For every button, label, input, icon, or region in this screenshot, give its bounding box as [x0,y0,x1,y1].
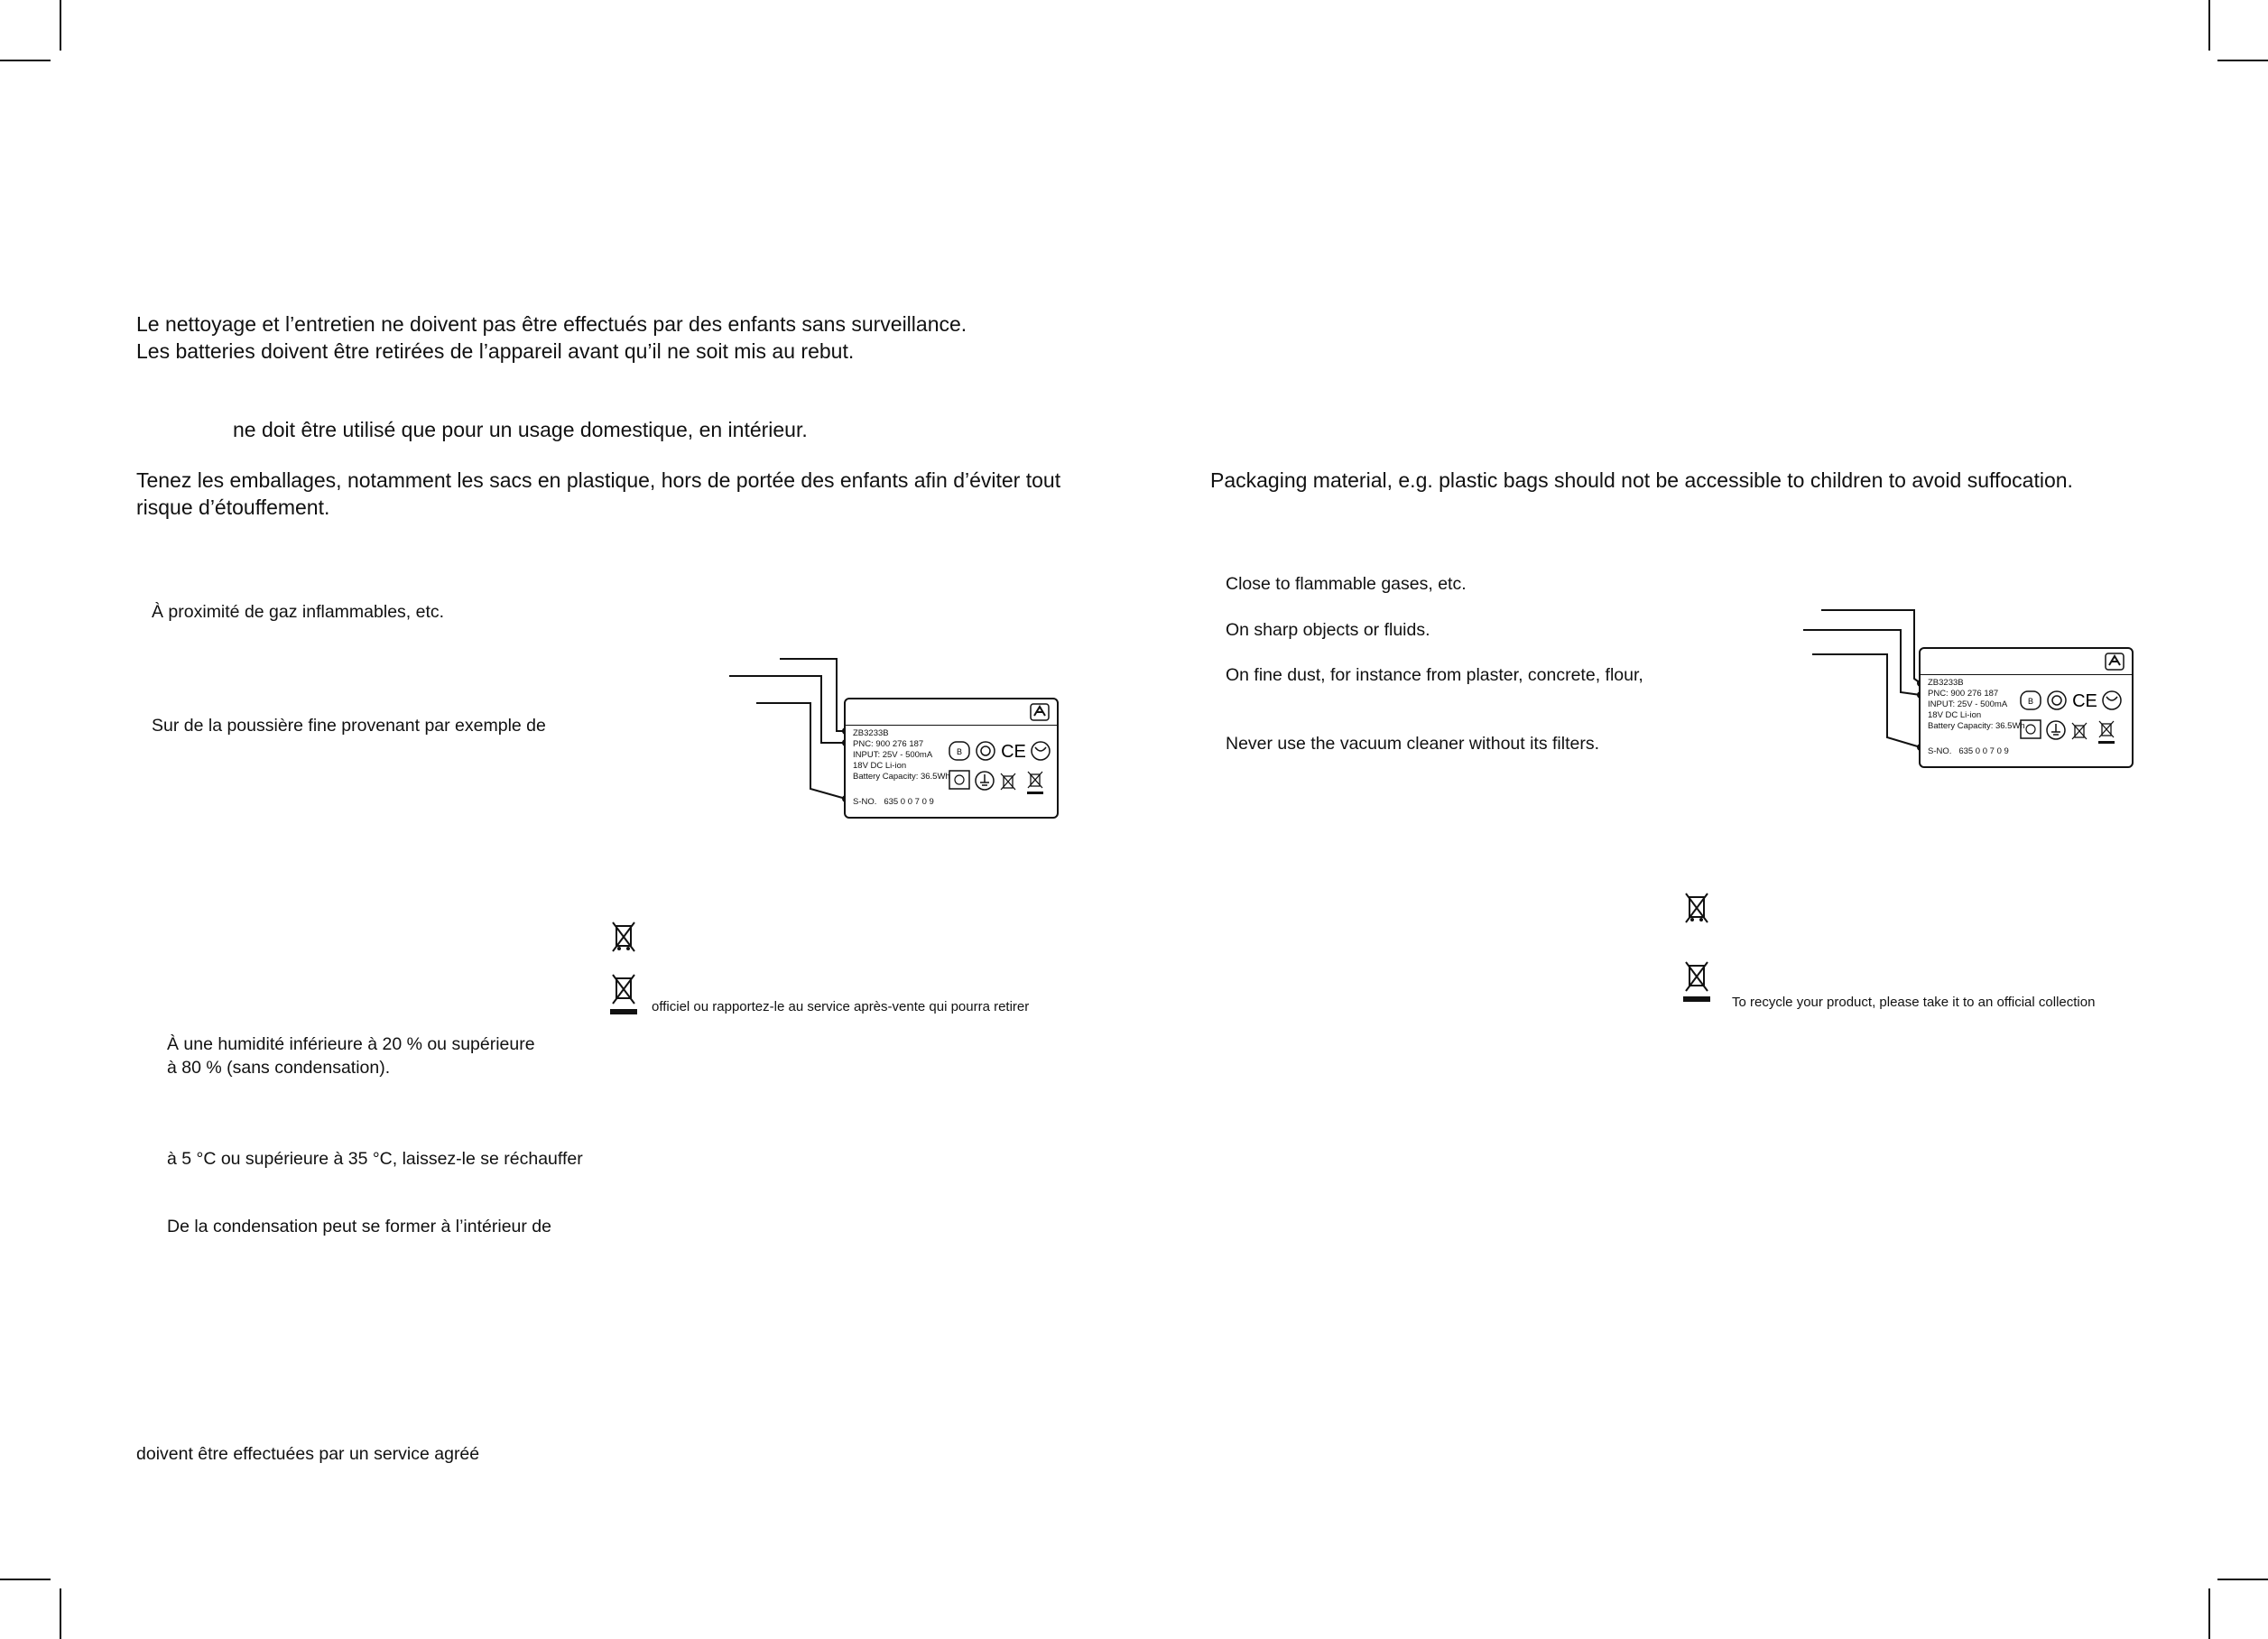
humidity-text-line1: À une humidité inférieure à 20 % ou supérieure [167,1034,535,1054]
certification-icon [949,741,970,761]
crossed-out-bin-icon [999,772,1017,792]
sharp-objects-text-en: On sharp objects or fluids. [1226,620,1430,640]
crop-mark [0,1579,51,1580]
ce-mark-icon [1001,739,1026,761]
fine-dust-text: Sur de la poussière fine provenant par exemple de [152,716,546,736]
recycling-icon [2020,719,2041,739]
pnc-number: PNC: 900 276 187 [853,739,924,749]
ce-mark-icon [2072,689,2097,710]
crop-mark [2217,60,2268,61]
flammable-gas-text: À proximité de gaz inflammables, etc. [152,602,445,622]
safety-mark-icon [2045,690,2069,710]
authorized-service-text: doivent être effectuées par un service agréé [136,1444,480,1464]
serial-label: S-NO. [853,797,877,807]
rating-label-text [853,728,950,782]
left-recycle-text: officiel ou rapportez-le au service après-vente qui pourra retirer [652,999,1030,1014]
domestic-use-text: ne doit être utilisé que pour un usage domestique, en intérieur. [233,418,808,441]
no-sign-icon [1030,741,1051,761]
fine-dust-text-en: On fine dust, for instance from plaster, concrete, flour, [1226,665,1643,685]
earth-symbol-icon [974,770,995,792]
serial-row [853,797,934,808]
svg-text:B: B [956,747,963,756]
serial-label: S-NO. [1928,746,1952,756]
svg-text:B: B [2027,697,2034,706]
svg-text:CE: CE [1001,742,1026,761]
crossed-out-bin-icon [1680,958,1713,1004]
crop-mark [2208,0,2210,51]
packaging-warning-line2: risque d’étouffement. [136,495,330,519]
earth-symbol-icon [2045,719,2067,741]
crop-mark [2217,1579,2268,1580]
logo-icon [2105,653,2125,671]
model-number: ZB3233B [853,728,889,738]
serial-value: 635 0 0 7 0 9 [884,797,934,807]
serial-value: 635 0 0 7 0 9 [1958,746,2009,756]
no-sign-icon [2101,690,2123,710]
battery-type: 18V DC Li-ion [853,761,907,771]
battery-removal-text: Les batteries doivent être retirées de l’appareil avant qu’il ne soit mis au rebut. [136,339,855,363]
rating-label-text [1928,678,2025,732]
battery-capacity: Battery Capacity: 36.5Wh [853,772,950,782]
recycling-icon [949,770,970,790]
battery-capacity: Battery Capacity: 36.5Wh [1928,721,2025,731]
rating-label-header [1921,649,2132,675]
input-rating: INPUT: 25V - 500mA [853,750,933,760]
crossed-out-bin-icon [2070,721,2088,741]
temperature-text: à 5 °C ou supérieure à 35 °C, laissez-le se réchauffer [167,1149,583,1169]
safety-mark-icon [974,741,997,761]
rating-label-header [846,699,1057,726]
crossed-out-bin-icon [1024,770,1046,795]
rating-label-en [1919,647,2134,768]
crossed-out-bin-icon [607,971,640,1016]
logo-icon [1030,703,1050,721]
condensation-text: De la condensation peut se former à l’intérieur de [167,1217,551,1236]
crop-mark [60,1588,61,1639]
crop-mark [0,60,51,61]
filters-warning-en: Never use the vacuum cleaner without its filters. [1226,734,1600,754]
crossed-out-bin-icon [1680,890,1713,926]
crossed-out-bin-icon [607,919,640,955]
serial-row [1928,746,2009,757]
right-recycle-text: To recycle your product, please take it to an official collection [1732,995,2096,1010]
packaging-warning-line1: Tenez les emballages, notamment les sacs en plastique, hors de portée des enfants afin d’éviter tout [136,468,1061,492]
svg-text:CE: CE [2072,691,2097,710]
humidity-text-line2: à 80 % (sans condensation). [167,1058,391,1078]
input-rating: INPUT: 25V - 500mA [1928,699,2008,709]
crop-mark [2208,1588,2210,1639]
certification-icon [2020,690,2041,710]
crossed-out-bin-icon [2096,719,2117,745]
pnc-number: PNC: 900 276 187 [1928,689,1999,699]
model-number: ZB3233B [1928,678,1964,688]
children-cleaning-text: Le nettoyage et l’entretien ne doivent pas être effectués par des enfants sans surveillance. [136,312,967,336]
flammable-gas-text-en: Close to flammable gases, etc. [1226,574,1467,594]
battery-type: 18V DC Li-ion [1928,710,1982,720]
rating-label [844,698,1059,819]
crop-mark [60,0,61,51]
packaging-warning-en: Packaging material, e.g. plastic bags should not be accessible to children to avoid suffocation. [1210,468,2073,492]
